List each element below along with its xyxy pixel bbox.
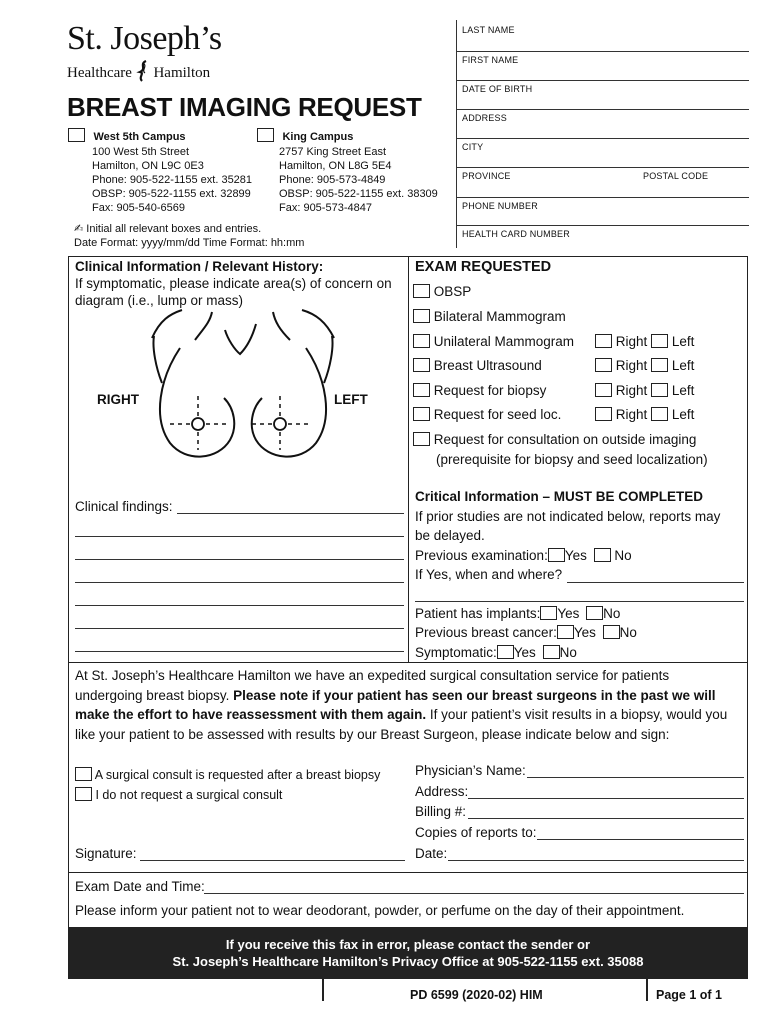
prev-cancer-yes-checkbox[interactable]: [557, 625, 574, 639]
inform-text: Please inform your patient not to wear deodorant, powder, or perfume on the day of their appointment.: [75, 903, 685, 918]
address-field[interactable]: [457, 110, 749, 139]
implants-no-checkbox[interactable]: [586, 606, 603, 620]
right-checkbox[interactable]: [595, 334, 612, 348]
exam-date-time-input[interactable]: [204, 878, 744, 894]
surgical-text-bold: Please note if your patient has seen our breast surgeons in the past we will: [233, 687, 716, 703]
exam-biopsy: [413, 383, 546, 398]
right-checkbox[interactable]: [595, 383, 612, 397]
surgical-text-bold: make the effort to have reassessment with them again.: [75, 707, 427, 722]
campus-west-line: Hamilton, ON L9C 0E3: [92, 160, 204, 172]
exam-unilateral-label: Unilateral Mammogram: [433, 334, 575, 349]
yes-label: Yes: [564, 548, 587, 563]
clinical-findings-input[interactable]: [75, 568, 404, 583]
exam-heading: EXAM REQUESTED: [415, 259, 552, 275]
prev-exam-yes-checkbox[interactable]: [548, 548, 565, 562]
when-where-label: If Yes, when and where?: [415, 567, 563, 582]
prev-cancer-label: Previous breast cancer:: [415, 625, 557, 640]
left-checkbox[interactable]: [651, 358, 668, 372]
phone-label: PHONE NUMBER: [462, 201, 538, 211]
province-field[interactable]: [457, 168, 749, 198]
first-name-field[interactable]: [457, 52, 749, 81]
billing-label: Billing #:: [415, 804, 467, 819]
health-card-field[interactable]: [457, 226, 749, 248]
prev-exam-label: Previous examination:: [415, 548, 548, 563]
right-checkbox[interactable]: [595, 358, 612, 372]
logo-name: St. Joseph’s: [67, 20, 222, 57]
breast-diagram[interactable]: [140, 308, 350, 468]
postal-code-label: POSTAL CODE: [643, 171, 709, 181]
exam-consult-note: (prerequisite for biopsy and seed localization): [436, 452, 708, 467]
exam-date-time-label: Exam Date and Time:: [75, 879, 205, 894]
side-options-ultrasound: [595, 358, 694, 373]
clinical-findings-input[interactable]: [75, 614, 404, 629]
campus-west-line: Fax: 905-540-6569: [92, 202, 185, 214]
diagram-left-label: LEFT: [334, 392, 368, 407]
logo-subtitle-left: Healthcare: [67, 65, 132, 81]
symptomatic-no-checkbox[interactable]: [543, 645, 560, 659]
campus-west-name: West 5th Campus: [93, 131, 186, 143]
last-name-label: LAST NAME: [462, 25, 515, 35]
campus-king-checkbox[interactable]: [257, 128, 274, 142]
exam-ultrasound: [413, 358, 542, 373]
patient-info-block: [456, 20, 748, 248]
logo-subtitle-right: Hamilton: [153, 65, 211, 81]
surgical-option-label: I do not request a surgical consult: [95, 788, 283, 802]
left-label: Left: [671, 334, 695, 349]
footer-divider: [322, 979, 324, 1001]
province-label: PROVINCE: [462, 171, 511, 181]
left-label: Left: [671, 358, 695, 373]
billing-input[interactable]: [468, 803, 744, 819]
clinical-findings-input[interactable]: [75, 591, 404, 606]
exam-obsp-label: OBSP: [433, 284, 472, 299]
date-input[interactable]: [448, 845, 744, 861]
campus-west-checkbox[interactable]: [68, 128, 85, 142]
surgical-option-2: [75, 787, 282, 802]
first-name-label: FIRST NAME: [462, 55, 519, 65]
side-options-seed: [595, 407, 694, 422]
clinical-findings-input[interactable]: [75, 545, 404, 560]
exam-seed-label: Request for seed loc.: [433, 407, 562, 422]
when-where-input[interactable]: [415, 588, 744, 602]
clinical-text: If symptomatic, please indicate area(s) of concern on: [75, 276, 392, 291]
no-label: No: [614, 548, 632, 563]
diagram-right-label: RIGHT: [97, 392, 139, 407]
campus-west-line: 100 West 5th Street: [92, 146, 190, 158]
exam-obsp: [413, 284, 471, 299]
divider: [68, 872, 748, 873]
prev-exam-no-checkbox[interactable]: [594, 548, 611, 562]
side-options-biopsy: [595, 383, 694, 398]
critical-heading: Critical Information – MUST BE COMPLETED: [415, 489, 704, 504]
implants-yes-checkbox[interactable]: [540, 606, 557, 620]
exam-consult-label: Request for consultation on outside imaging: [433, 432, 697, 447]
divider: [408, 256, 409, 662]
surgical-paragraph: [75, 666, 745, 744]
clinical-findings-input[interactable]: [75, 637, 404, 652]
clinical-findings-input[interactable]: [177, 499, 404, 514]
implants-label: Patient has implants:: [415, 606, 541, 621]
exam-consult: [413, 432, 696, 447]
right-label: Right: [615, 383, 648, 398]
surgical-line: At St. Joseph’s Healthcare Hamilton we have an expedited surgical consultation service for patients: [75, 668, 670, 683]
yes-label: Yes: [573, 625, 596, 640]
copies-label: Copies of reports to:: [415, 825, 537, 840]
campus-west-line: OBSP: 905-522-1155 ext. 32899: [92, 188, 251, 200]
campus-king-line: Fax: 905-573-4847: [279, 202, 372, 214]
pen-icon: ✍: [74, 223, 84, 235]
left-label: Left: [671, 407, 695, 422]
prev-cancer-no-checkbox[interactable]: [603, 625, 620, 639]
physician-name-input[interactable]: [527, 762, 744, 778]
date-label: Date:: [415, 846, 448, 861]
campus-king-line: Hamilton, ON L8G 5E4: [279, 160, 392, 172]
signature-label: Signature:: [75, 846, 137, 861]
clinical-heading: Clinical Information / Relevant History:: [75, 259, 324, 274]
logo: [67, 22, 267, 82]
page-number: Page 1 of 1: [656, 988, 722, 1002]
clinical-findings-label: Clinical findings:: [75, 499, 173, 514]
city-label: CITY: [462, 142, 484, 152]
left-label: Left: [671, 383, 695, 398]
when-where-input[interactable]: [567, 567, 744, 583]
surgical-line: [75, 686, 745, 706]
right-label: Right: [615, 358, 648, 373]
physician-address-input[interactable]: [468, 783, 744, 799]
exam-bilateral-checkbox[interactable]: [413, 309, 430, 323]
form-number: PD 6599 (2020-02) HIM: [410, 988, 543, 1002]
fax-notice-line: St. Joseph’s Healthcare Hamilton’s Privacy Office at 905-522-1155 ext. 35088: [172, 954, 644, 969]
prev-exam-row: [415, 548, 632, 563]
left-checkbox[interactable]: [651, 407, 668, 421]
campus-king-line: 2757 King Street East: [279, 146, 387, 158]
exam-unilateral: [413, 334, 574, 349]
clinical-findings-input[interactable]: [75, 522, 404, 537]
instruction-format: Date Format: yyyy/mm/dd Time Format: hh:mm: [74, 237, 305, 249]
left-checkbox[interactable]: [651, 334, 668, 348]
no-label: No: [603, 606, 621, 621]
campus-king: [257, 127, 447, 215]
exam-seed: [413, 407, 561, 422]
footer-divider: [646, 979, 648, 1001]
campus-king-name: King Campus: [282, 131, 354, 143]
symptomatic-row: [415, 645, 577, 660]
yes-label: Yes: [557, 606, 580, 621]
physician-address-label: Address:: [415, 784, 469, 799]
last-name-field[interactable]: [457, 20, 749, 52]
dob-field[interactable]: [457, 81, 749, 110]
critical-text: If prior studies are not indicated below, reports may: [415, 509, 721, 524]
surgical-line: like your patient to be assessed with results by our Breast Surgeon, please indicate below and sign:: [75, 726, 670, 742]
no-surgical-consult-checkbox[interactable]: [75, 787, 92, 801]
campus-west-line: Phone: 905-522-1155 ext. 35281: [92, 174, 253, 186]
surgical-option-label: A surgical consult is requested after a breast biopsy: [94, 768, 381, 782]
signature-input[interactable]: [140, 845, 405, 861]
campus-king-line: Phone: 905-573-4849: [279, 174, 386, 186]
symptomatic-label: Symptomatic:: [415, 645, 497, 660]
exam-bilateral-label: Bilateral Mammogram: [433, 309, 566, 324]
right-label: Right: [615, 334, 648, 349]
implants-row: [415, 606, 620, 621]
surgical-text: If your patient’s visit results in a biopsy, would you: [426, 707, 728, 722]
instruction-initial: Initial all relevant boxes and entries.: [86, 223, 262, 235]
no-label: No: [619, 625, 637, 640]
critical-text: be delayed.: [415, 528, 485, 543]
physician-name-label: Physician’s Name:: [415, 763, 526, 778]
dob-label: DATE OF BIRTH: [462, 84, 533, 94]
prev-cancer-row: [415, 625, 637, 640]
surgical-consult-checkbox[interactable]: [75, 767, 92, 781]
exam-ultrasound-label: Breast Ultrasound: [433, 358, 542, 373]
when-where-row: [415, 567, 562, 582]
exam-unilateral-checkbox[interactable]: [413, 334, 430, 348]
fax-notice-banner: [68, 927, 748, 979]
copies-input[interactable]: [537, 824, 744, 840]
surgical-text: undergoing breast biopsy.: [75, 687, 234, 703]
yes-label: Yes: [513, 645, 536, 660]
address-label: ADDRESS: [462, 113, 507, 123]
phone-field[interactable]: [457, 198, 749, 226]
no-label: No: [559, 645, 577, 660]
fax-notice-line: If you receive this fax in error, please contact the sender or: [225, 937, 591, 952]
exam-bilateral: [413, 309, 566, 324]
campus-west: [68, 127, 258, 215]
logo-subtitle: [67, 60, 210, 82]
symptomatic-yes-checkbox[interactable]: [497, 645, 514, 659]
side-options-unilateral: [595, 334, 694, 349]
campus-king-line: OBSP: 905-522-1155 ext. 38309: [279, 188, 438, 200]
health-card-label: HEALTH CARD NUMBER: [462, 229, 570, 239]
exam-consult-checkbox[interactable]: [413, 432, 430, 446]
exam-seed-checkbox[interactable]: [413, 407, 430, 421]
right-checkbox[interactable]: [595, 407, 612, 421]
instructions: [74, 222, 304, 250]
exam-biopsy-checkbox[interactable]: [413, 383, 430, 397]
city-field[interactable]: [457, 139, 749, 168]
exam-ultrasound-checkbox[interactable]: [413, 358, 430, 372]
surgical-option-1: [75, 767, 380, 782]
page-title: BREAST IMAGING REQUEST: [67, 92, 422, 122]
exam-biopsy-label: Request for biopsy: [433, 383, 547, 398]
left-checkbox[interactable]: [651, 383, 668, 397]
logo-mark-icon: [136, 60, 150, 82]
exam-obsp-checkbox[interactable]: [413, 284, 430, 298]
surgical-line: [75, 705, 745, 725]
right-label: Right: [615, 407, 648, 422]
divider: [68, 662, 748, 663]
clinical-text: diagram (i.e., lump or mass): [75, 293, 244, 308]
